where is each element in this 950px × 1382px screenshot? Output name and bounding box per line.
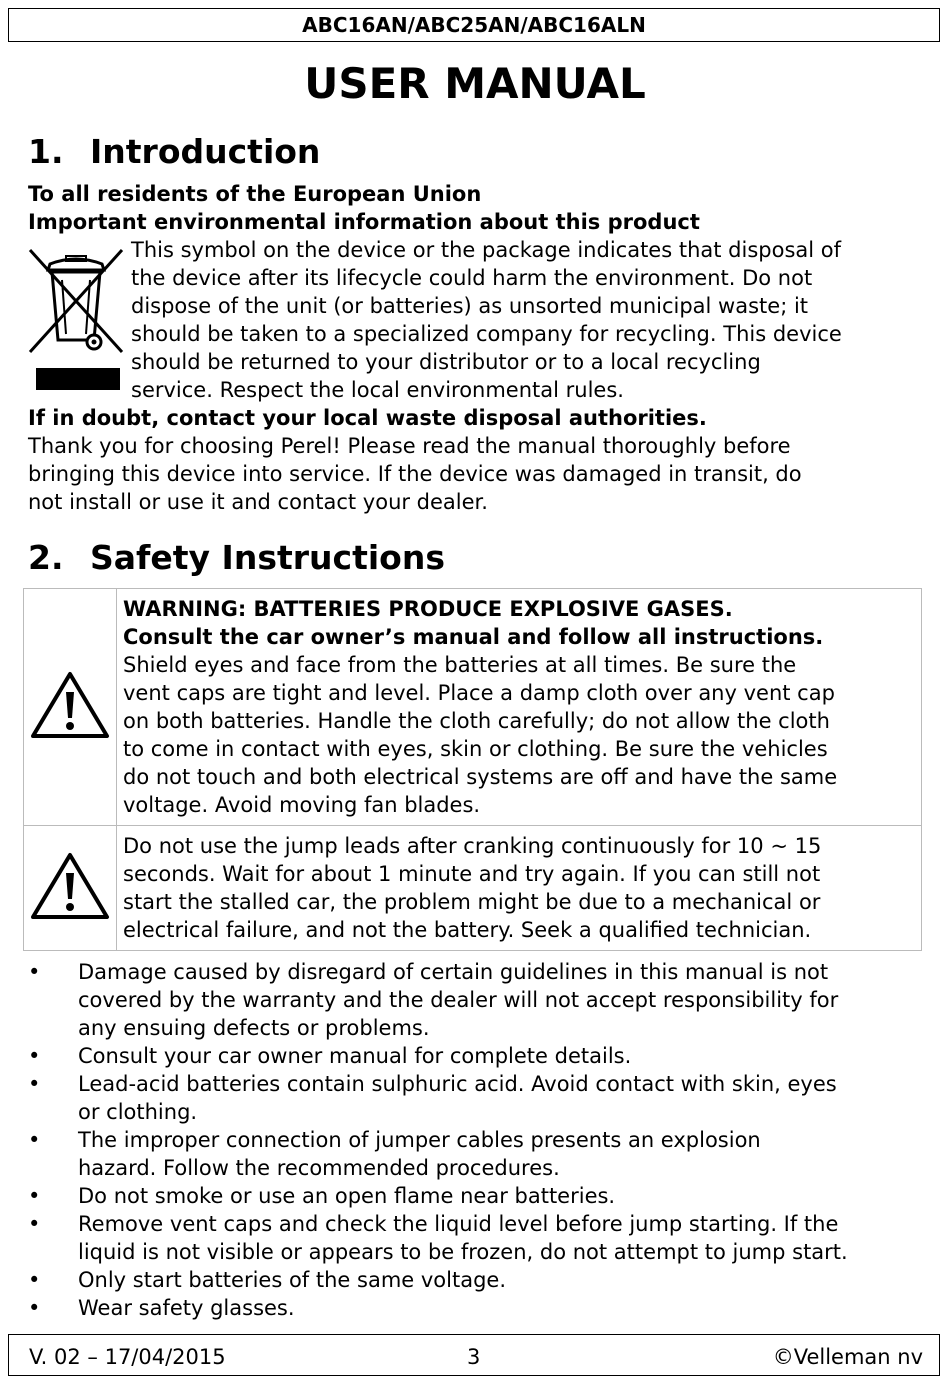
warning-line: electrical failure, and not the battery. Seek a qualified technician. [123, 918, 812, 942]
warning-explosive-gases: WARNING: BATTERIES PRODUCE EXPLOSIVE GASES. [123, 597, 733, 621]
list-item-line: Lead-acid batteries contain sulphuric acid. Avoid contact with skin, eyes [78, 1072, 837, 1096]
list-item-line: covered by the warranty and the dealer will not accept responsibility for [78, 988, 839, 1012]
intro-heading [28, 132, 320, 172]
list-item-line: Remove vent caps and check the liquid level before jump starting. If the [78, 1212, 839, 1236]
list-item [28, 1042, 928, 1070]
warning-icon-cell [24, 589, 117, 826]
safety-heading-number: 2. [28, 538, 64, 577]
list-item [28, 1070, 928, 1126]
warning-line: voltage. Avoid moving fan blades. [123, 793, 481, 817]
weee-line: should be taken to a specialized company for recycling. This device [131, 322, 842, 346]
footer-page-number: 3 [467, 1345, 481, 1369]
list-item [28, 1210, 928, 1266]
weee-line: dispose of the unit (or batteries) as unsorted municipal waste; it [131, 294, 809, 318]
bullet-icon: • [28, 1268, 41, 1292]
thanks-line: not install or use it and contact your dealer. [28, 490, 488, 514]
model-header: ABC16AN/ABC25AN/ABC16ALN [8, 8, 940, 42]
safety-heading [28, 538, 445, 578]
weee-line: service. Respect the local environmental rules. [131, 378, 624, 402]
warning-line: on both batteries. Handle the cloth carefully; do not allow the cloth [123, 709, 830, 733]
list-item-line: Do not smoke or use an open flame near batteries. [78, 1184, 616, 1208]
list-item-line: liquid is not visible or appears to be frozen, do not attempt to jump start. [78, 1240, 848, 1264]
warning-consult-manual: Consult the car owner’s manual and follow all instructions. [123, 625, 824, 649]
env-info-line: Important environmental information about this product [28, 210, 700, 234]
intro-heading-text: Introduction [90, 132, 321, 171]
crossed-out-wheelie-bin-icon [26, 240, 126, 400]
bullet-icon: • [28, 1044, 41, 1068]
bullet-icon: • [28, 1184, 41, 1208]
bullet-icon: • [28, 960, 41, 984]
list-item-line: or clothing. [78, 1100, 198, 1124]
safety-bullet-list [28, 958, 928, 1322]
warning-line: vent caps are tight and level. Place a damp cloth over any vent cap [123, 681, 835, 705]
list-item [28, 1182, 928, 1210]
weee-line: should be returned to your distributor or to a local recycling [131, 350, 761, 374]
list-item-line: Damage caused by disregard of certain guidelines in this manual is not [78, 960, 829, 984]
list-item [28, 1126, 928, 1182]
list-item-line: The improper connection of jumper cables presents an explosion [78, 1128, 761, 1152]
warning-line: to come in contact with eyes, skin or clothing. Be sure the vehicles [123, 737, 828, 761]
warning-triangle-icon [30, 851, 110, 921]
list-item [28, 958, 928, 1042]
warning-line: seconds. Wait for about 1 minute and try again. If you can still not [123, 862, 821, 886]
thanks-line: Thank you for choosing Perel! Please read the manual thoroughly before [28, 434, 791, 458]
bullet-icon: • [28, 1072, 41, 1096]
weee-paragraph [131, 236, 931, 404]
page-footer [8, 1334, 940, 1376]
doubt-line: If in doubt, contact your local waste disposal authorities. [28, 406, 707, 430]
warning-row [24, 589, 922, 826]
warning-line: do not touch and both electrical systems are off and have the same [123, 765, 838, 789]
list-item [28, 1294, 928, 1322]
weee-line: the device after its lifecycle could harm the environment. Do not [131, 266, 813, 290]
warning-line: start the stalled car, the problem might be due to a mechanical or [123, 890, 821, 914]
intro-heading-number: 1. [28, 132, 64, 171]
footer-version: V. 02 – 17/04/2015 [29, 1345, 226, 1369]
document-title: USER MANUAL [304, 59, 646, 108]
list-item-line: hazard. Follow the recommended procedures. [78, 1156, 560, 1180]
list-item-line: Only start batteries of the same voltage. [78, 1268, 507, 1292]
safety-warnings-table [23, 588, 922, 951]
bullet-icon: • [28, 1296, 41, 1320]
list-item-line: any ensuing defects or problems. [78, 1016, 430, 1040]
footer-copyright: ©Velleman nv [772, 1345, 923, 1369]
warning-text-cell [117, 589, 922, 826]
bullet-icon: • [28, 1212, 41, 1236]
weee-line: This symbol on the device or the package indicates that disposal of [131, 238, 842, 262]
warning-line: Do not use the jump leads after cranking continuously for 10 ~ 15 [123, 834, 822, 858]
list-item-line: Wear safety glasses. [78, 1296, 295, 1320]
eu-residents-line: To all residents of the European Union [28, 182, 482, 206]
list-item-line: Consult your car owner manual for complete details. [78, 1044, 632, 1068]
warning-icon-cell [24, 826, 117, 951]
warning-text-cell [117, 826, 922, 951]
warning-line: Shield eyes and face from the batteries at all times. Be sure the [123, 653, 797, 677]
safety-heading-text: Safety Instructions [90, 538, 445, 577]
list-item [28, 1266, 928, 1294]
thanks-line: bringing this device into service. If the device was damaged in transit, do [28, 462, 802, 486]
warning-triangle-icon [30, 670, 110, 740]
warning-row [24, 826, 922, 951]
bullet-icon: • [28, 1128, 41, 1152]
thanks-paragraph [28, 432, 928, 516]
